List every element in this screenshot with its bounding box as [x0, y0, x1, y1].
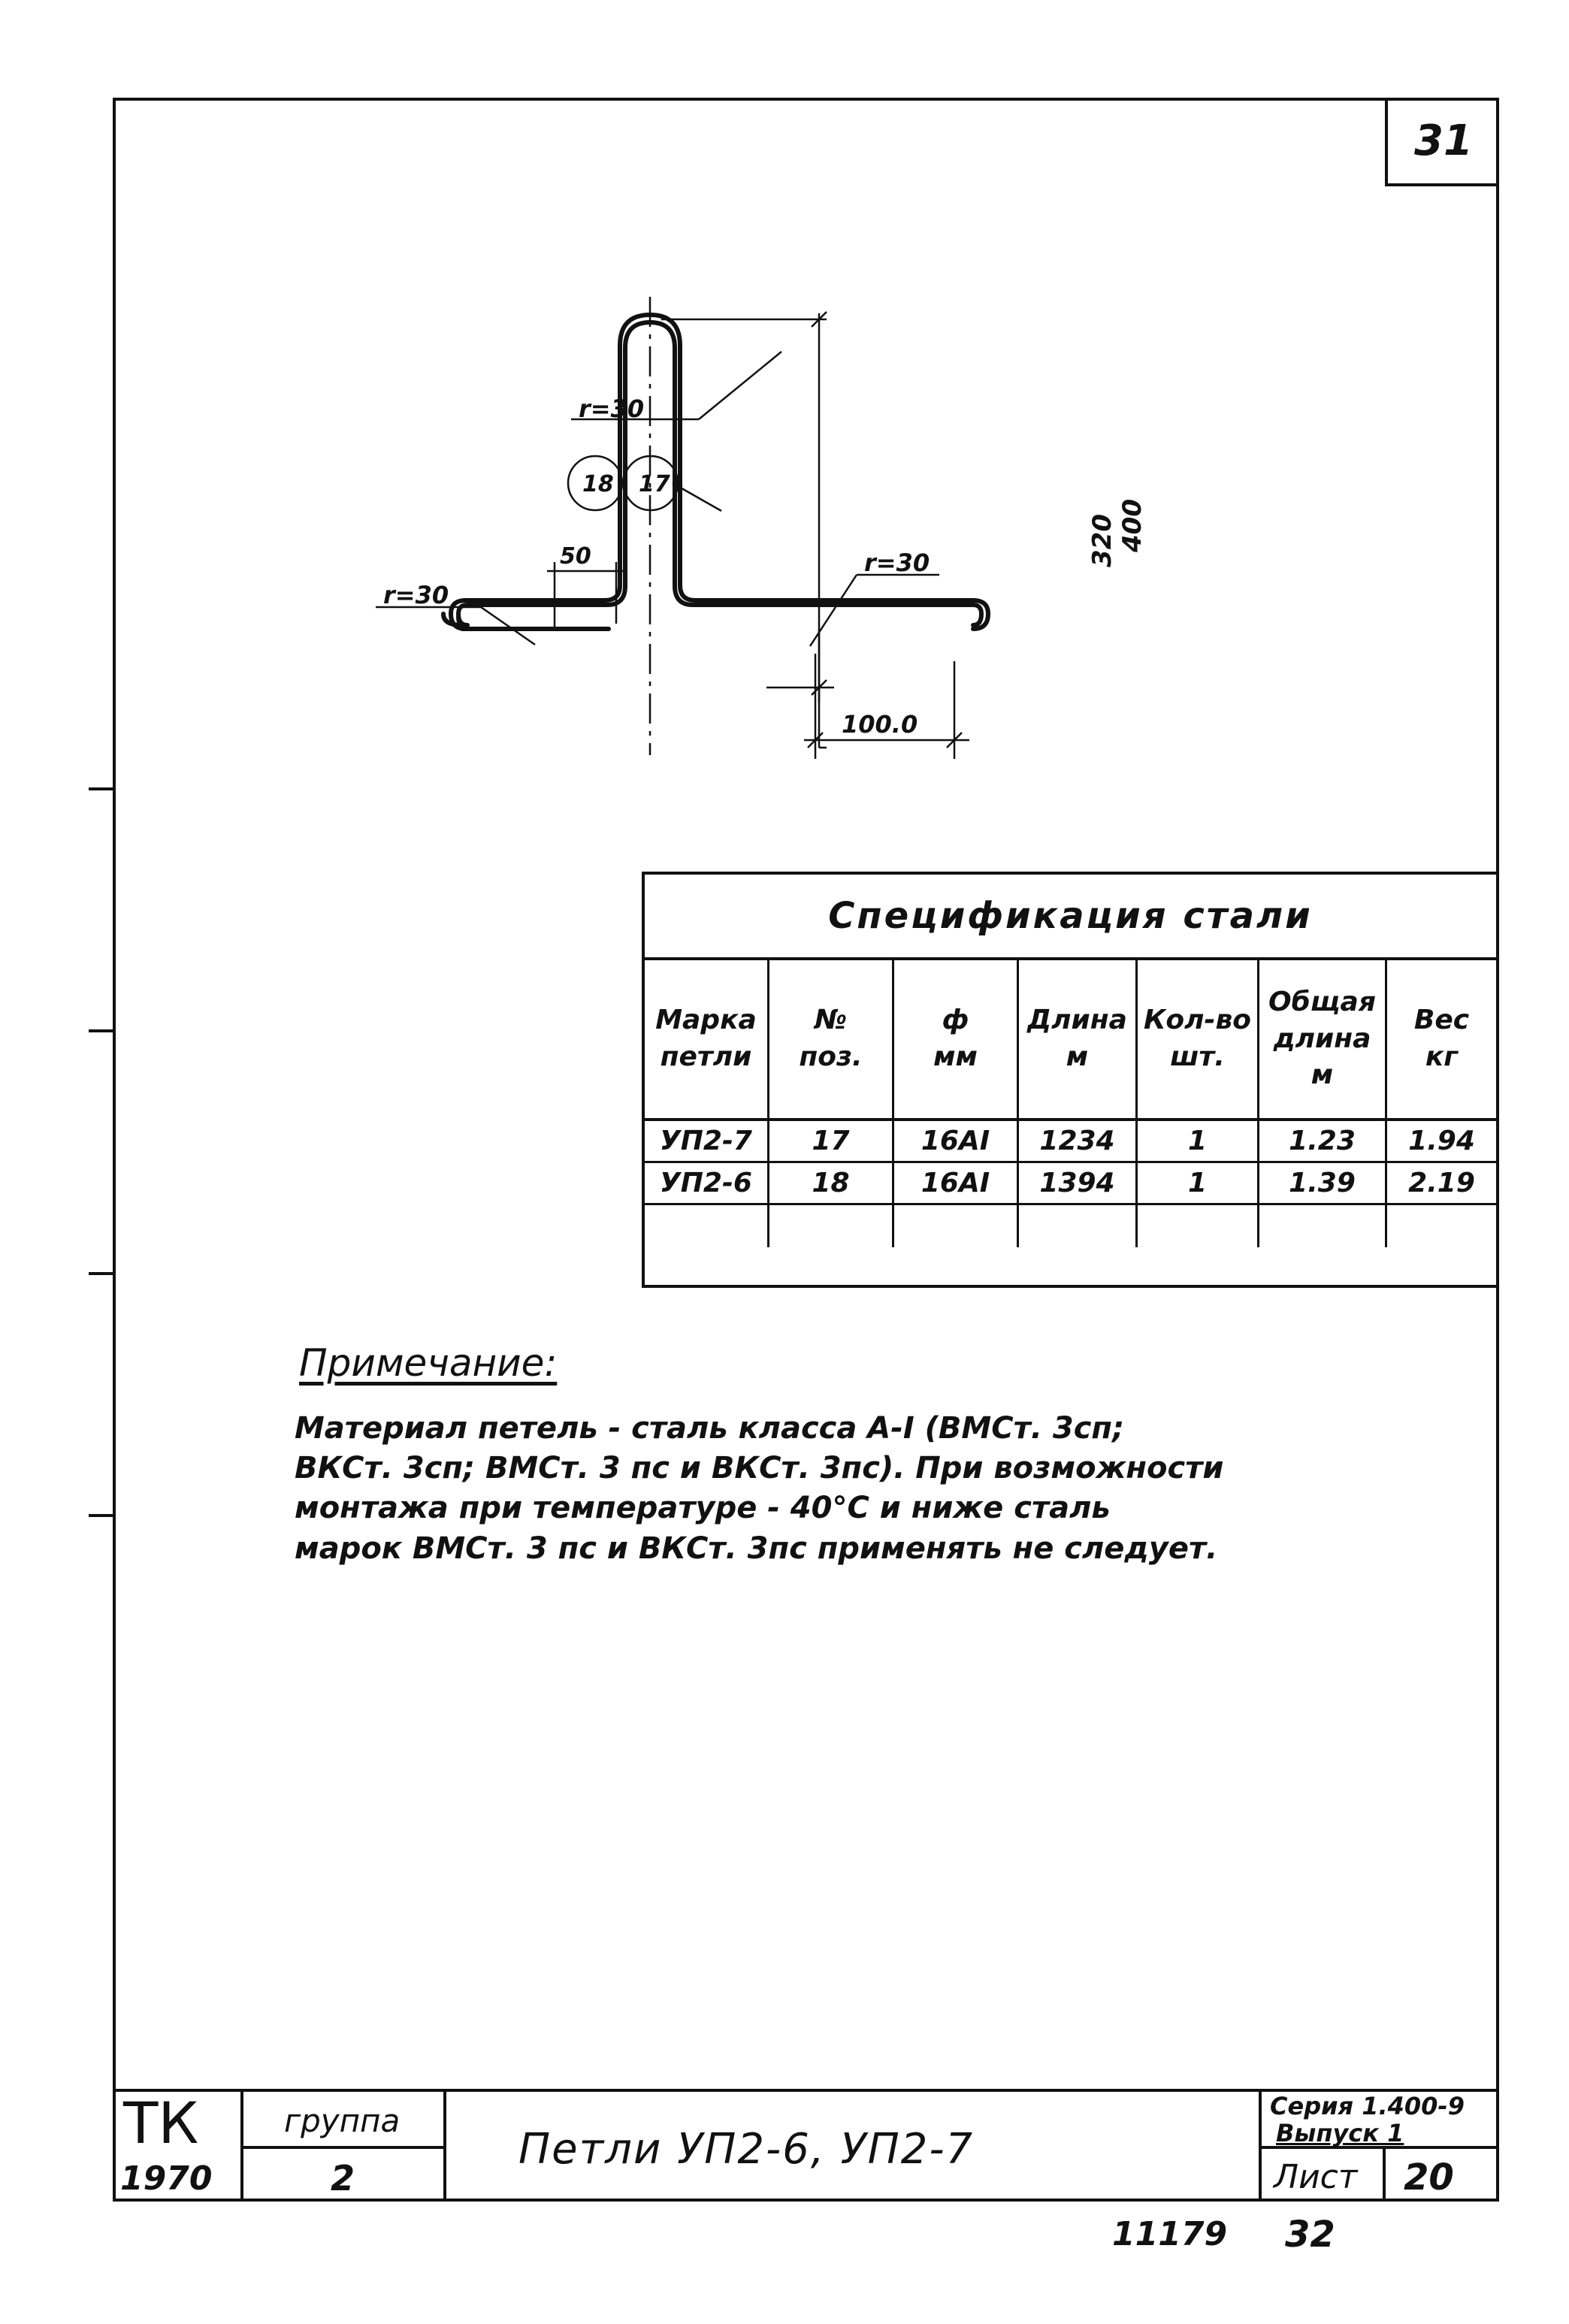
position-marker-18: 18 — [582, 471, 614, 497]
table-cell: 16АI — [894, 1121, 1019, 1163]
dim-100: 100.0 — [842, 710, 918, 739]
margin-tick — [89, 1514, 114, 1517]
table-cell — [1138, 1205, 1259, 1247]
note-line: Материал петель - сталь класса А-I (ВМСт. 3сп; — [295, 1411, 1125, 1446]
issue: Выпуск 1 — [1276, 2119, 1404, 2147]
col-header-diameter: ф мм — [894, 960, 1019, 1121]
inventory-number: 11179 — [1112, 2215, 1228, 2253]
note-title: Примечание: — [299, 1341, 558, 1385]
radius-label-right: r=30 — [864, 549, 930, 577]
dim-50: 50 — [560, 543, 591, 570]
table-cell — [769, 1205, 894, 1247]
col-header-qty: Кол-во шт. — [1138, 960, 1259, 1121]
margin-tick — [89, 1272, 114, 1275]
radius-label-top: r=30 — [579, 394, 645, 423]
dim-400: 400 — [1117, 499, 1147, 552]
table-cell: 17 — [769, 1121, 894, 1163]
table-cell: 1234 — [1019, 1121, 1138, 1163]
steel-spec-table — [642, 872, 1499, 1288]
sheet-label: Лист — [1274, 2158, 1358, 2196]
table-cell: 1.39 — [1259, 1163, 1387, 1205]
table-cell: УП2-7 — [645, 1121, 769, 1163]
col-header-weight: Вес кг — [1387, 960, 1496, 1121]
org-code: ТК — [123, 2090, 199, 2156]
year: 1970 — [120, 2159, 213, 2198]
spec-title: Спецификация стали — [645, 875, 1496, 960]
drawing-annotations — [0, 0, 1569, 827]
table-cell: УП2-6 — [645, 1163, 769, 1205]
table-cell: 18 — [769, 1163, 894, 1205]
table-cell: 16АI — [894, 1163, 1019, 1205]
group-value: 2 — [331, 2158, 355, 2199]
margin-tick — [89, 1029, 114, 1032]
page-number: 31 — [1385, 98, 1499, 186]
table-cell: 1.23 — [1259, 1121, 1387, 1163]
series: Серия 1.400-9 — [1270, 2092, 1465, 2120]
table-cell — [1387, 1205, 1496, 1247]
table-cell: 2.19 — [1387, 1163, 1496, 1205]
col-header-total-length: Общая длина м — [1259, 960, 1387, 1121]
spec-grid — [645, 960, 1496, 1247]
col-header-pos: № поз. — [769, 960, 894, 1121]
title-block — [113, 2089, 1499, 2202]
note-line: марок ВМСт. 3 пс и ВКСт. 3пс применять не следует. — [295, 1531, 1218, 1566]
table-cell: 1394 — [1019, 1163, 1138, 1205]
col-header-length: Длина м — [1019, 960, 1138, 1121]
table-cell — [1019, 1205, 1138, 1247]
table-cell: 1.94 — [1387, 1121, 1496, 1163]
note-line: монтажа при температуре - 40°С и ниже сталь — [295, 1491, 1111, 1526]
sheet-number: 20 — [1404, 2156, 1454, 2199]
document-title: Петли УП2-6, УП2-7 — [518, 2125, 975, 2174]
footer-page-number: 32 — [1285, 2214, 1335, 2256]
dim-320: 320 — [1087, 514, 1117, 567]
note-body — [295, 1409, 1377, 1569]
radius-label-left: r=30 — [383, 581, 449, 609]
table-cell: 1 — [1138, 1121, 1259, 1163]
col-header-mark: Марка петли — [645, 960, 769, 1121]
note-line: ВКСт. 3сп; ВМСт. 3 пс и ВКСт. 3пс). При возможности — [295, 1451, 1224, 1486]
group-label: группа — [284, 2102, 401, 2139]
table-cell — [894, 1205, 1019, 1247]
table-cell: 1 — [1138, 1163, 1259, 1205]
table-cell — [645, 1205, 769, 1247]
position-marker-17: 17 — [639, 471, 670, 497]
table-cell — [1259, 1205, 1387, 1247]
